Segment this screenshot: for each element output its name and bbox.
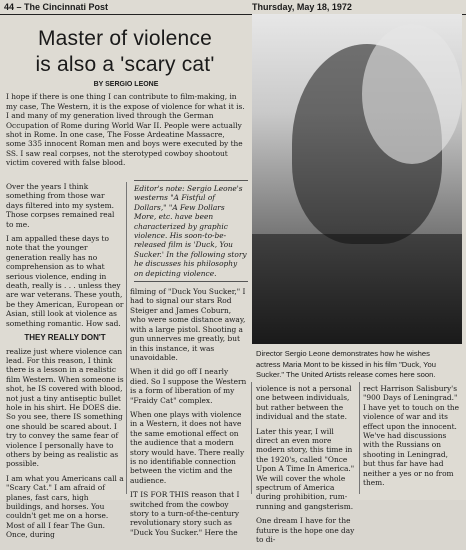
subheading: THEY REALLY DON'T	[24, 333, 106, 343]
paragraph: realize just where violence can lead. For this reason, I think there is a lesson in a realistic film Western. When someone is shot, he IS covered with blood, not just a tiny antiseptic bullet hole in his shirt. He DOES die. So you see, there IS something one should be scared about. I try to convey the same fear of violence I personally have to others by being as realistic as possible.	[6, 346, 124, 469]
paragraph: When one plays with violence in a Western, it does not have the same emotional effect on the audience that a modern story would have. There really is no identifiable connection between the victim and the audience.	[130, 409, 245, 485]
paragraph: IT IS FOR THIS reason that I switched from the cowboy story to a turn-of-the-century revolutionary story such as "Duck You Sucker." Here the	[130, 490, 240, 537]
photo-caption: Director Sergio Leone demonstrates how he wishes actress Maria Mont to be kissed in his film "Duck, You Sucker." The United Artists release comes here soon.	[256, 349, 436, 379]
editor-note: Editor's note: Sergio Leone's westerns "A Fistful of Dollars," "A Few Dollars More, etc. have been characterized by graphic violence. His soon-to-be-released film is 'Duck, You Sucker.' In the following story he discusses his philosophy on depicting violence.	[134, 180, 248, 282]
column-divider	[126, 182, 127, 494]
paragraph: I hope if there is one thing I can contribute to film-making, in my case, The Western, it is the expose of violence for what it is. I and many of my generation lived through the German Occupation of Rome during World War II. People were actually shot in Rome. In one case, The Fosse Ardeatine Massacre, some 335 innocent Roman men and boys were executed by the SS. I saw real corpses, not the sterotyped cowboy shootout victim covered with false blood.	[6, 92, 245, 168]
paragraph: filming of "Duck You Sucker," I had to signal our stars Rod Steiger and James Coburn, who were some distance away, with a large pistol. Shooting a gun unnerves me greatly, but in this instance, it was unavoidable.	[130, 287, 246, 362]
publication-date: Thursday, May 18, 1972	[252, 2, 352, 12]
byline: BY SERGIO LEONE	[93, 81, 159, 88]
paragraph: I am appalled these days to note that the younger generation really has no comprehension as to what serious violence, ending in death, really is . . . unless they are war veterans. These youth, be they American, European or Asian, still look at violence as something romantic. How sad.	[6, 234, 124, 328]
paragraph: Later this year, I will direct an even more modern story, this time in the 1920's, called "Once Upon A Time In America." We will cover the whole spectrum of America during prohibition, rum-running and gangsterism.	[256, 426, 355, 511]
column-divider	[251, 382, 252, 494]
photo-shadow	[252, 234, 462, 344]
page-number-paper-name: 44 – The Cincinnati Post	[4, 2, 109, 12]
paragraph: rect Harrison Salisbury's "900 Days of Leningrad." I have yet to touch on the violence of war and its effect upon the innocent. We've had discussions with the Russians on shooting in Leningrad, but thus far have had neither a yes or no from them.	[363, 384, 460, 488]
column-4	[363, 384, 461, 492]
paragraph: I am what you Americans call a "Scary Cat." I am afraid of planes, fast cars, high buildings, and horses. You couldn't get me on a horse. Most of all I fear The Gun. Once, during	[6, 473, 124, 540]
photo-figure-light	[362, 24, 462, 164]
column-2	[130, 180, 248, 542]
article-headline	[0, 26, 250, 78]
paragraph: violence is not a personal one between individuals, but rather between the individual and the state.	[256, 384, 352, 422]
column-1	[6, 182, 124, 545]
headline-line-1: Master of violence	[37, 27, 212, 50]
headline-line-2: is also a 'scary cat'	[35, 53, 215, 76]
paragraph: One dream I have for the future is the hope one day to di-	[256, 516, 355, 545]
paragraph: Over the years I think something from those war days filtered into my system. Those corpses remained real to me.	[6, 182, 115, 229]
column-3	[256, 384, 356, 550]
intro-column	[6, 80, 246, 173]
column-divider	[359, 382, 360, 494]
paragraph: When it did go off I nearly died. So I suppose the Western is a form of liberation of my "Fraidy Cat" complex.	[130, 367, 247, 405]
masthead	[0, 0, 466, 15]
article-photo	[252, 14, 462, 344]
